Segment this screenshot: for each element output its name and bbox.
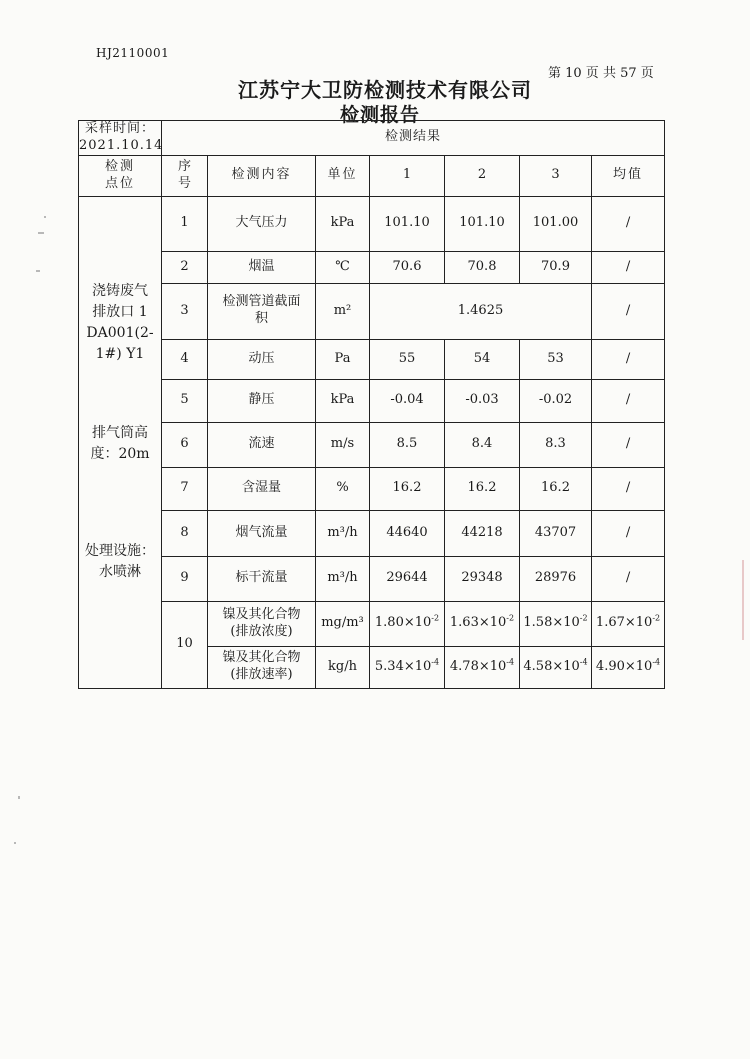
scan-speck	[14, 842, 16, 844]
stack-height-line-2: 度：20m	[90, 446, 150, 463]
row-9-value-2: 29348	[445, 556, 520, 601]
row-5-average: /	[592, 379, 665, 422]
row-1-unit: kPa	[316, 196, 370, 251]
sampling-time-label: 采样时间：	[84, 121, 155, 136]
row-1-item: 大气压力	[208, 196, 316, 251]
row-1-value-3: 101.00	[520, 196, 592, 251]
row-8-item: 烟气流量	[208, 510, 316, 556]
facility-line-1: 处理设施：	[85, 543, 155, 560]
row-10-rate-item: 镍及其化合物 (排放速率)	[208, 646, 316, 688]
location-name-line-3: DA001(2-	[86, 325, 154, 342]
row-9-seq: 9	[162, 556, 208, 601]
row-1-value-2: 101.10	[445, 196, 520, 251]
row-3-unit: m²	[316, 283, 370, 339]
row-5-value-2: -0.03	[445, 379, 520, 422]
document-id: HJ2110001	[96, 46, 170, 60]
page-number: 第 10 页 共 57 页	[548, 66, 654, 81]
location-name-line-4: 1#) Y1	[95, 346, 145, 363]
scan-speck	[742, 560, 744, 640]
facility-line-2: 水喷淋	[99, 564, 141, 581]
results-header: 检测结果	[162, 121, 665, 156]
row-6-unit: m/s	[316, 422, 370, 467]
row-8-unit: m³/h	[316, 510, 370, 556]
col-header-run-1: 1	[370, 155, 445, 196]
row-7-item: 含湿量	[208, 467, 316, 510]
report-title: 检测报告	[339, 104, 420, 126]
row-2-unit: ℃	[316, 251, 370, 283]
row-9-value-3: 28976	[520, 556, 592, 601]
row-4-value-3: 53	[520, 339, 592, 379]
location-cell	[79, 196, 162, 688]
row-6-seq: 6	[162, 422, 208, 467]
row-2-item: 烟温	[208, 251, 316, 283]
row-6-value-3: 8.3	[520, 422, 592, 467]
col-header-location: 检测点位	[79, 155, 162, 196]
row-7-value-2: 16.2	[445, 467, 520, 510]
results-table	[78, 120, 665, 689]
row-8-value-3: 43707	[520, 510, 592, 556]
row-5-seq: 5	[162, 379, 208, 422]
row-10-rate-average: $4.90\times 10^{-4}$	[592, 646, 665, 688]
row-1-seq: 1	[162, 196, 208, 251]
row-10-conc-value-3: $1.58\times 10^{-2}$	[520, 601, 592, 646]
row-9-average: /	[592, 556, 665, 601]
stack-height-line-1: 排气筒高	[92, 425, 148, 442]
row-2-value-1: 70.6	[370, 251, 445, 283]
row-10-conc-unit: mg/m³	[316, 601, 370, 646]
row-7-value-1: 16.2	[370, 467, 445, 510]
location-name-line-1: 浇铸废气	[92, 283, 148, 300]
row-2-average: /	[592, 251, 665, 283]
col-header-run-2: 2	[445, 155, 520, 196]
row-6-item: 流速	[208, 422, 316, 467]
row-2-value-2: 70.8	[445, 251, 520, 283]
row-8-seq: 8	[162, 510, 208, 556]
row-10-conc-value-2: $1.63\times 10^{-2}$	[445, 601, 520, 646]
row-5-value-1: -0.04	[370, 379, 445, 422]
scan-speck	[18, 796, 20, 799]
row-10-rate-value-3: $4.58\times 10^{-4}$	[520, 646, 592, 688]
col-header-run-3: 3	[520, 155, 592, 196]
sampling-time-cell	[79, 121, 162, 156]
row-5-unit: kPa	[316, 379, 370, 422]
row-1-average: /	[592, 196, 665, 251]
col-header-unit: 单位	[316, 155, 370, 196]
row-8-value-1: 44640	[370, 510, 445, 556]
row-2-seq: 2	[162, 251, 208, 283]
row-4-value-2: 54	[445, 339, 520, 379]
row-10-conc-average: $1.67\times 10^{-2}$	[592, 601, 665, 646]
row-4-average: /	[592, 339, 665, 379]
row-4-value-1: 55	[370, 339, 445, 379]
row-9-item: 标干流量	[208, 556, 316, 601]
scan-speck	[44, 216, 46, 218]
sampling-date: 2021.10.14	[79, 137, 164, 153]
row-4-seq: 4	[162, 339, 208, 379]
row-1-value-1: 101.10	[370, 196, 445, 251]
scan-speck	[36, 270, 40, 272]
row-6-value-2: 8.4	[445, 422, 520, 467]
row-3-item: 检测管道截面积	[208, 283, 316, 339]
row-6-average: /	[592, 422, 665, 467]
row-5-item: 静压	[208, 379, 316, 422]
company-name: 江苏宁大卫防检测技术有限公司	[238, 78, 532, 102]
row-10-conc-value-1: $1.80\times 10^{-2}$	[370, 601, 445, 646]
row-7-unit: %	[316, 467, 370, 510]
row-6-value-1: 8.5	[370, 422, 445, 467]
row-10-conc-item: 镍及其化合物 (排放浓度)	[208, 601, 316, 646]
row-7-average: /	[592, 467, 665, 510]
row-2-value-3: 70.9	[520, 251, 592, 283]
row-10-seq: 10	[162, 601, 208, 688]
row-4-item: 动压	[208, 339, 316, 379]
col-header-seq: 序号	[162, 155, 208, 196]
row-8-value-2: 44218	[445, 510, 520, 556]
row-7-seq: 7	[162, 467, 208, 510]
col-header-average: 均值	[592, 155, 665, 196]
row-3-seq: 3	[162, 283, 208, 339]
row-3-average: /	[592, 283, 665, 339]
row-7-value-3: 16.2	[520, 467, 592, 510]
row-9-unit: m³/h	[316, 556, 370, 601]
location-name-line-2: 排放口 1	[92, 304, 148, 321]
row-4-unit: Pa	[316, 339, 370, 379]
row-9-value-1: 29644	[370, 556, 445, 601]
row-10-rate-value-1: $5.34\times 10^{-4}$	[370, 646, 445, 688]
row-10-rate-unit: kg/h	[316, 646, 370, 688]
row-5-value-3: -0.02	[520, 379, 592, 422]
row-10-rate-value-2: $4.78\times 10^{-4}$	[445, 646, 520, 688]
row-8-average: /	[592, 510, 665, 556]
col-header-item: 检测内容	[208, 155, 316, 196]
scan-speck	[38, 232, 44, 234]
row-3-merged-value: 1.4625	[370, 283, 592, 339]
